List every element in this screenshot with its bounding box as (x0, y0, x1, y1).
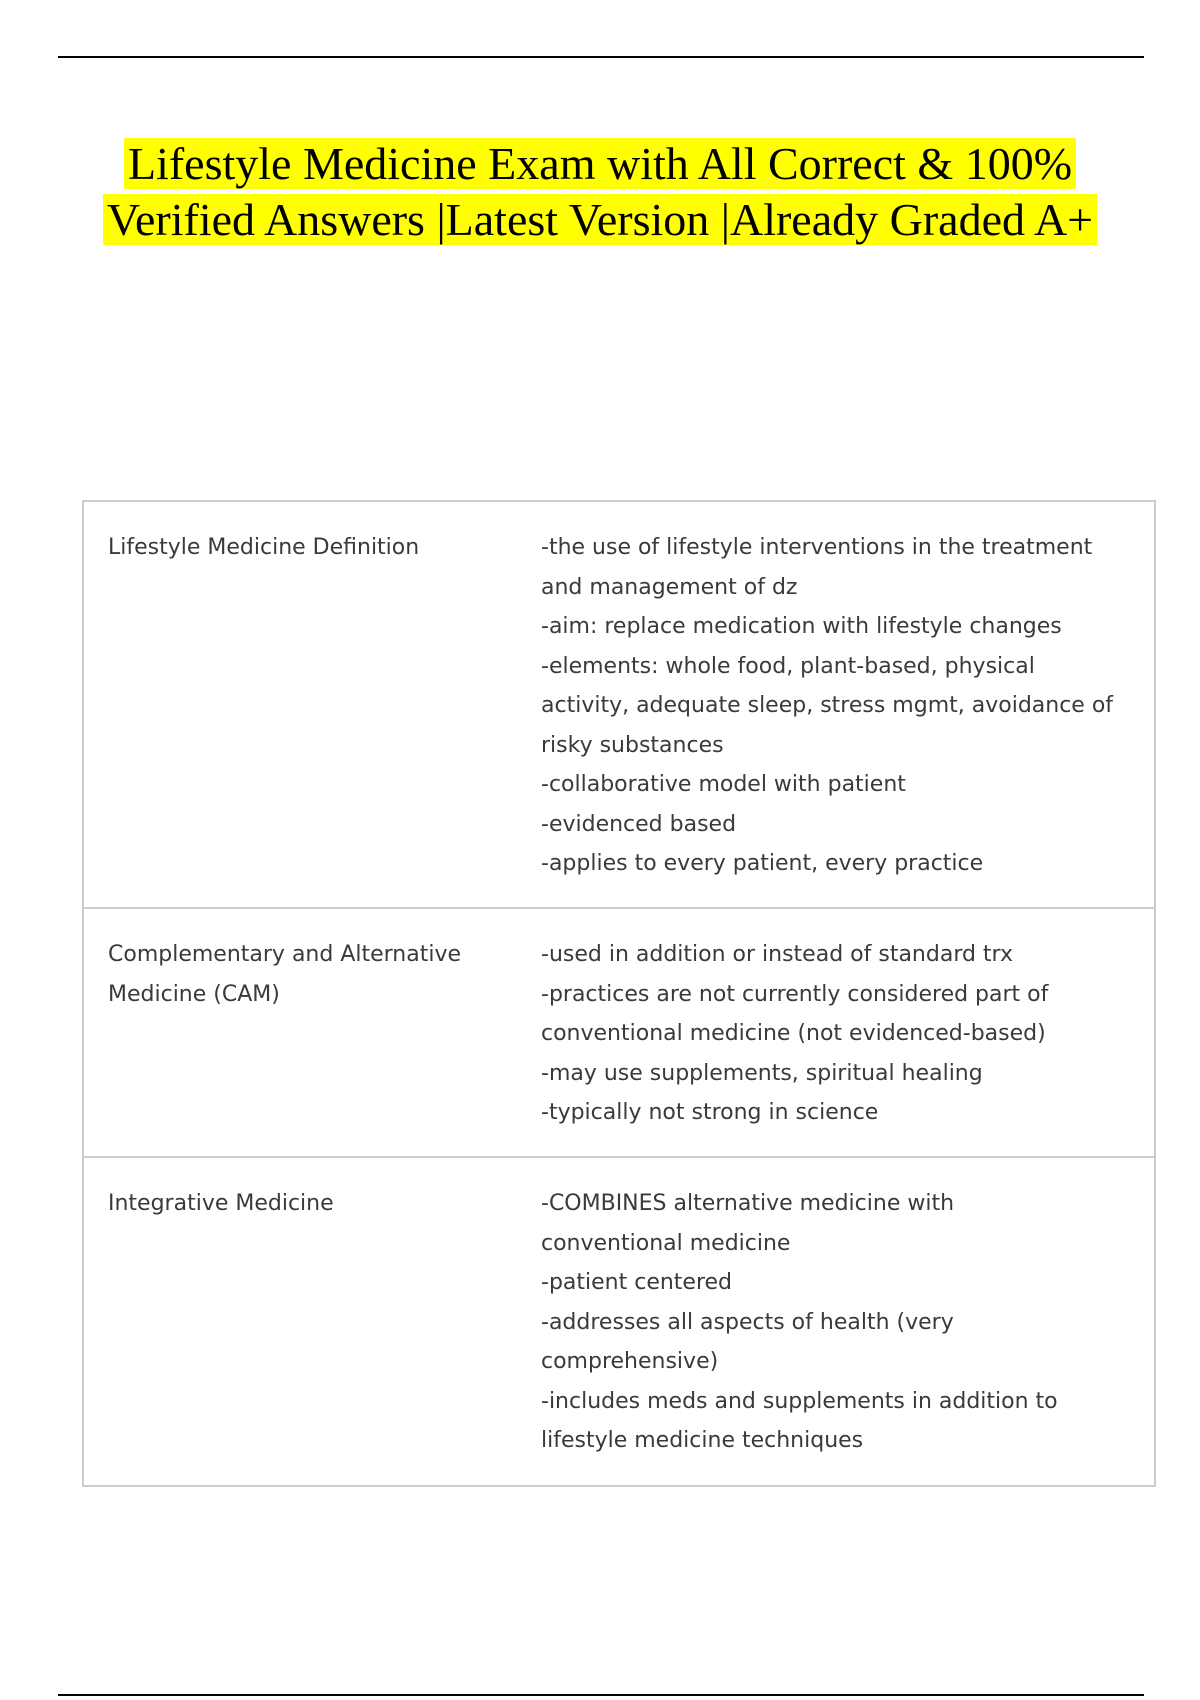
definition-line: comprehensive) (541, 1349, 719, 1374)
definition-line: -typically not strong in science (541, 1100, 879, 1125)
term-cell (84, 1158, 541, 1485)
definition-line: -elements: whole food, plant-based, physical (541, 653, 1035, 679)
term-text: Medicine (CAM) (108, 981, 280, 1007)
definition-cell (541, 502, 1154, 907)
term-cell (84, 502, 541, 907)
term-text: Complementary and Alternative (108, 942, 462, 967)
definition-line: -collaborative model with patient (541, 772, 906, 797)
definition-line: -COMBINES alternative medicine with (541, 1191, 955, 1216)
term-text: Integrative Medicine (108, 1191, 334, 1216)
definition-line: -evidenced based (541, 811, 737, 837)
definition-line: conventional medicine (541, 1230, 791, 1256)
top-rule (58, 56, 1144, 58)
definition-line: -used in addition or instead of standard trx (541, 942, 1014, 967)
title-line-1: Lifestyle Medicine Exam with All Correct & 100% (124, 138, 1076, 189)
term-text: Lifestyle Medicine Definition (108, 535, 420, 560)
term-cell (84, 909, 541, 1156)
table-row (84, 502, 1154, 909)
definition-line: -includes meds and supplements in addition to (541, 1388, 1058, 1414)
definition-line: -practices are not currently considered part of (541, 981, 1049, 1007)
definition-cell (541, 909, 1154, 1156)
bottom-rule (58, 1694, 1144, 1696)
definition-line: -aim: replace medication with lifestyle changes (541, 614, 1062, 639)
definition-cell (541, 1158, 1154, 1485)
definition-line: lifestyle medicine techniques (541, 1428, 864, 1453)
document-title (40, 136, 1160, 248)
definition-line: -may use supplements, spiritual healing (541, 1060, 983, 1086)
definition-line: -patient centered (541, 1270, 733, 1295)
definition-line: activity, adequate sleep, stress mgmt, avoidance of (541, 693, 1114, 718)
definition-line: -applies to every patient, every practice (541, 851, 984, 876)
title-line-2: Verified Answers |Latest Version |Already Graded A+ (103, 194, 1097, 245)
definition-line: conventional medicine (not evidenced-based) (541, 1021, 1046, 1046)
definition-line: -the use of lifestyle interventions in the treatment (541, 535, 1093, 560)
definition-line: and management of dz (541, 574, 798, 600)
table-row (84, 909, 1154, 1158)
table-row (84, 1158, 1154, 1485)
flashcard-table (82, 500, 1156, 1487)
definition-line: risky substances (541, 732, 724, 758)
definition-line: -addresses all aspects of health (very (541, 1309, 954, 1335)
